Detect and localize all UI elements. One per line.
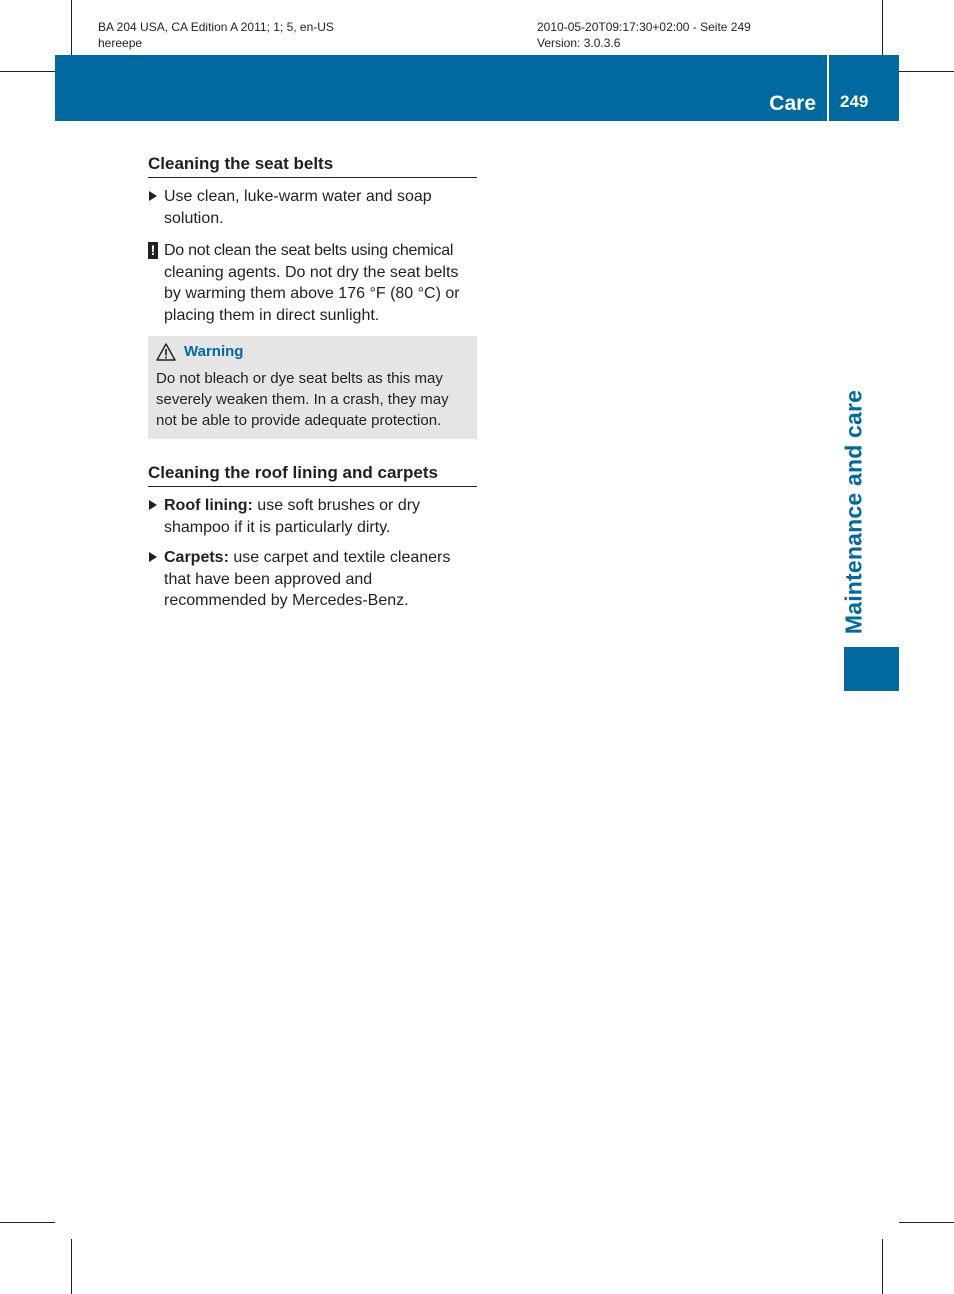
- section-title: Care: [769, 92, 816, 115]
- chapter-tab-label: Maintenance and care: [840, 389, 867, 635]
- chapter-tab-marker: [844, 647, 899, 691]
- crop-mark: [899, 71, 954, 72]
- seat-belts-heading: Cleaning the seat belts: [148, 152, 477, 178]
- print-meta-edition: BA 204 USA, CA Edition A 2011; 1; 5, en-US: [98, 20, 334, 34]
- warning-box: [148, 336, 477, 439]
- print-meta-timestamp: 2010-05-20T09:17:30+02:00 - Seite 249: [537, 20, 751, 34]
- crop-mark: [71, 0, 72, 55]
- roof-lining-term: Roof lining:: [164, 497, 253, 514]
- carpets-term: Carpets:: [164, 549, 229, 566]
- print-meta-left: [98, 19, 334, 51]
- note-text: cleaning agents. Do not dry the seat belts by warming them above 176 °F (80 °C) or placing them in direct sunlight.: [164, 263, 460, 324]
- list-item: [148, 547, 477, 612]
- crop-mark: [899, 1222, 954, 1223]
- step-text: Use clean, luke-warm water and soap solution.: [164, 188, 432, 227]
- warning-text: Do not bleach or dye seat belts as this may severely weaken them. In a crash, they may not be able to provide adequate protection.: [156, 370, 449, 429]
- roof-lining-text: use soft brushes or dry shampoo if it is particularly dirty.: [164, 497, 421, 536]
- crop-mark: [882, 0, 883, 55]
- step-arrow-icon: [149, 500, 157, 510]
- print-meta-version: Version: 3.0.3.6: [537, 36, 621, 50]
- warning-header: [156, 342, 469, 362]
- crop-mark: [0, 1222, 55, 1223]
- header-divider: [827, 55, 829, 121]
- print-meta-right: [537, 19, 751, 51]
- caution-note: [148, 240, 477, 326]
- crop-mark: [882, 1239, 883, 1294]
- roof-steps: [148, 495, 477, 612]
- content-column: [148, 152, 477, 621]
- page-number: 249: [840, 92, 869, 111]
- roof-heading: Cleaning the roof lining and carpets: [148, 461, 477, 487]
- step-arrow-icon: [149, 191, 157, 201]
- print-meta-author: hereepe: [98, 36, 143, 50]
- exclamation-icon: !: [148, 242, 158, 259]
- roof-section: [148, 461, 477, 612]
- carpets-text: use carpet and textile cleaners that have been approved and recommended by Mercedes-Benz.: [164, 549, 451, 609]
- warning-triangle-icon: [156, 343, 176, 361]
- step-arrow-icon: [149, 552, 157, 562]
- crop-mark: [0, 71, 55, 72]
- warning-label: Warning: [184, 343, 244, 360]
- list-item: [148, 495, 477, 538]
- note-text-first-line: Do not clean the seat belts using chemical: [164, 242, 454, 259]
- crop-mark: [71, 1239, 72, 1294]
- list-item: [148, 186, 477, 229]
- seat-belts-steps: [148, 186, 477, 229]
